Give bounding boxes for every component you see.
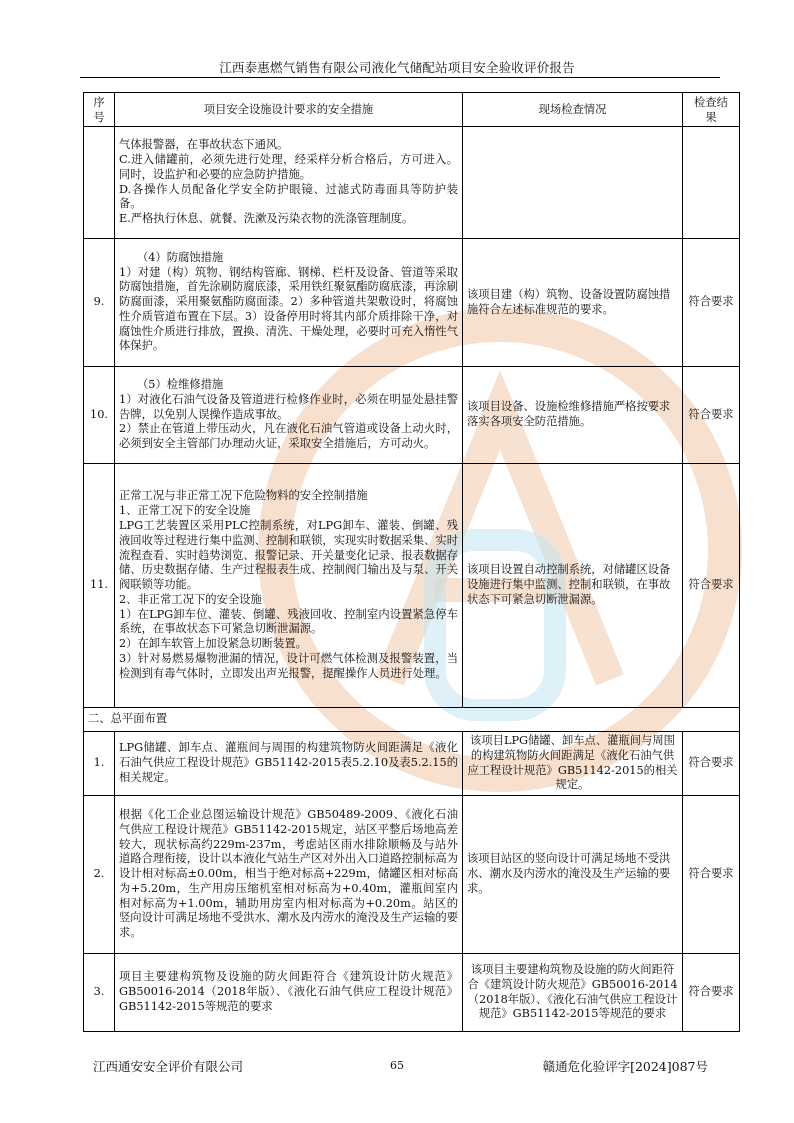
table-row [84, 796, 740, 954]
row-requirement: 项目主要建构筑物及设施的防火间距符合《建筑设计防火规范》GB50016-2014（2018年版）、《液化石油气供应工程设计规范》GB51142-2015等规范的要求 [115, 954, 463, 1032]
section-row [84, 708, 740, 732]
page-header-title: 江西泰惠燃气销售有限公司液化气储配站项目安全验收评价报告 [219, 60, 575, 75]
table-row [84, 464, 740, 708]
row-check [463, 127, 683, 239]
row-check: 该项目站区的竖向设计可满足场地不受洪水、潮水及内涝水的淹没及生产运输的要求。 [463, 796, 683, 954]
row-no [84, 127, 115, 239]
row-requirement [115, 464, 463, 708]
table-row [84, 367, 740, 464]
section-title: 二、总平面布置 [84, 708, 740, 732]
requirement-line: （4）防腐蚀措施 [137, 250, 224, 264]
requirement-line: LPG工艺装置区采用PLC控制系统，对LPG卸车、灌装、倒罐、残液回收等过程进行集中监测、控制和联锁，实现实时数据采集、实时流程查看、实时趋势浏览、报警记录、开关量变化记录、报表数据存储、历史数据存储、生产过程报表生成、控制阀门输出及与泵、开关阀联锁等功能。 [119, 518, 458, 592]
requirement-line: 3）针对易燃易爆物泄漏的情况，设计可燃气体检测及报警装置，当检测到有毒气体时，立即发出声光报警，提醒操作人员进行处理。 [119, 652, 458, 680]
row-check: 该项目LPG储罐、卸车点、灌瓶间与周围的构建筑物防火间距满足《液化石油气供应工程设计规范》GB51142-2015的相关规定。 [463, 732, 683, 796]
table-row [84, 127, 740, 239]
requirement-line: 2）在卸车软管上加设紧急切断装置。 [119, 637, 307, 651]
row-requirement [115, 239, 463, 367]
row-result: 符合要求 [683, 367, 740, 464]
requirement-line: E.严格执行休息、就餐、洗漱及污染衣物的洗涤管理制度。 [119, 212, 414, 226]
table-row [84, 732, 740, 796]
table-row [84, 954, 740, 1032]
requirement-line: 正常工况与非正常工况下危险物料的安全控制措施 [119, 489, 368, 503]
header-result: 检查结果 [683, 93, 740, 127]
row-result: 符合要求 [683, 464, 740, 708]
requirement-line: 1）对液化石油气设备及管道进行检修作业时，必须在明显处悬挂警告牌，以免别人误操作造成事故。 [119, 392, 458, 421]
row-check: 该项目建（构）筑物、设备设置防腐蚀措施符合左述标准规范的要求。 [463, 239, 683, 367]
header-check: 现场检查情况 [463, 93, 683, 127]
requirement-line: 1）在LPG卸车位、灌装、倒罐、残液回收、控制室内设置紧急停车系统，在事故状态下可紧急切断泄漏源。 [119, 607, 458, 636]
row-no: 3. [84, 954, 115, 1032]
row-no: 10. [84, 367, 115, 464]
row-check: 该项目主要建构筑物及设施的防火间距符合《建筑设计防火规范》GB50016-2014（2018年版）、《液化石油气供应工程设计规范》GB51142-2015等规范的要求 [463, 954, 683, 1032]
footer-page-number: 65 [390, 1059, 404, 1072]
requirement-line: 气体报警器，在事故状态下通风。 [119, 138, 289, 152]
row-result: 符合要求 [683, 954, 740, 1032]
requirement-line: （5）检维修措施 [137, 378, 224, 391]
requirement-line: D.各操作人员配备化学安全防护眼镜、过滤式防毒面具等防护装备。 [119, 182, 458, 211]
row-check: 该项目设置自动控制系统，对储罐区设备设施进行集中监测、控制和联锁，在事故状态下可紧急切断泄漏源。 [463, 464, 683, 708]
row-requirement [115, 127, 463, 239]
header-no: 序号 [84, 93, 115, 127]
safety-measures-table [83, 92, 740, 1032]
header-requirement: 项目安全设施设计要求的安全措施 [115, 93, 463, 127]
table-header-row [84, 93, 740, 127]
row-result: 符合要求 [683, 796, 740, 954]
requirement-line: 2）禁止在管道上带压动火，凡在液化石油气管道或设备上动火时，必须到安全主管部门办理动火证，采取安全措施后，方可动火。 [119, 422, 458, 451]
requirement-line: C.进入储罐前，必须先进行处理，经采样分析合格后，方可进入。同时，设监护和必要的应急防护措施。 [119, 152, 458, 181]
row-no: 11. [84, 464, 115, 708]
row-no: 9. [84, 239, 115, 367]
row-no: 1. [84, 732, 115, 796]
requirement-line: 2、非正常工况下的安全设施 [119, 592, 262, 606]
requirement-line: 1）对建（构）筑物、钢结构管廊、钢梯、栏杆及设备、管道等采取防腐蚀措施，首先涂刷防腐底漆，采用铁红聚氨酯防腐底漆，再涂刷防腐面漆，采用聚氨酯防腐面漆。2）多种管道共架敷设时，将腐蚀性介质管道布置在下层。3）设备停用时将其内部介质排除干净，对腐蚀性介质进行排放，置换、清洗、干燥处理，必要时可充入惰性气体保护。 [119, 265, 458, 353]
row-requirement: 根据《化工企业总图运输设计规范》GB50489-2009、《液化石油气供应工程设计规范》GB51142-2015规定，站区平整后场地高差较大，现状标高约229m-237m，考虑站区雨水排除顺畅及与站外道路合理衔接，设计以本液化气站生产区对外出入口道路控制标高为设计相对标高±0.00m，相当于绝对标高+229m，储罐区相对标高为+5.20m，生产用房压缩机室相对标高为+0.40m，灌瓶间室内相对标高为+1.00m，辅助用房室内相对标高为+0.20m。站区的竖向设计可满足场地不受洪水、潮水及内涝水的淹没及生产运输的要求。 [115, 796, 463, 954]
requirement-line: 1、正常工况下的安全设施 [119, 504, 251, 518]
header-rule [80, 77, 720, 78]
row-result [683, 127, 740, 239]
row-check: 该项目设备、设施检维修措施严格按要求落实各项安全防范措施。 [463, 367, 683, 464]
row-result: 符合要求 [683, 732, 740, 796]
row-result: 符合要求 [683, 239, 740, 367]
footer-doc-number: 赣通危化验评字[2024]087号 [542, 1059, 708, 1074]
footer-company: 江西通安安全评价有限公司 [93, 1059, 244, 1074]
table-row [84, 239, 740, 367]
row-requirement: LPG储罐、卸车点、灌瓶间与周围的构建筑物防火间距满足《液化石油气供应工程设计规范》GB51142-2015表5.2.10及表5.2.15的相关规定。 [115, 732, 463, 796]
row-requirement [115, 367, 463, 464]
row-no: 2. [84, 796, 115, 954]
